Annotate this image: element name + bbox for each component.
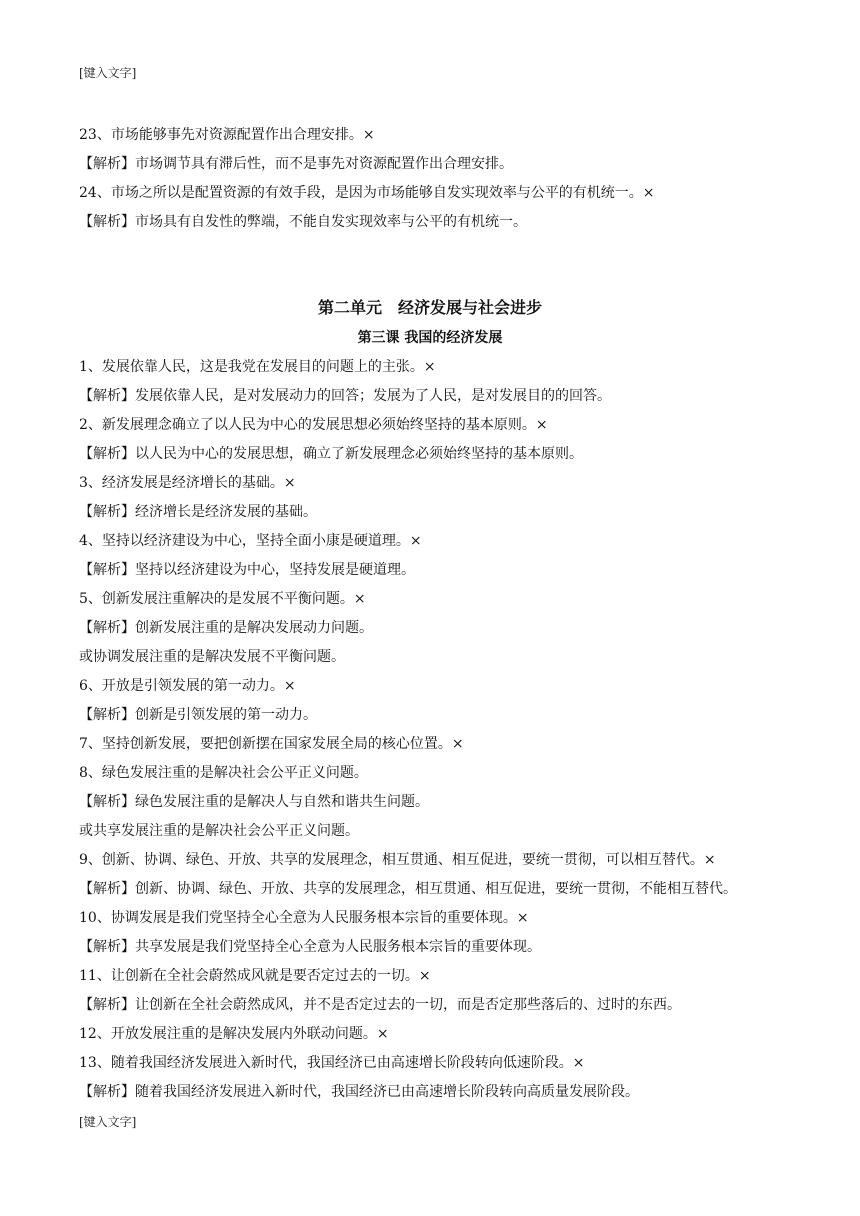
page-footer: [键入文字] bbox=[79, 1115, 137, 1129]
text-line: 【解析】创新、协调、绿色、开放、共享的发展理念，相互贯通、相互促进，要统一贯彻，不能相互替代。 bbox=[79, 881, 737, 897]
text-line: 12、开放发展注重的是解决发展内外联动问题。× bbox=[79, 1026, 389, 1042]
text-line: 3、经济发展是经济增长的基础。× bbox=[79, 475, 296, 491]
text-line: 【解析】绿色发展注重的是解决人与自然和谐共生问题。 bbox=[79, 794, 429, 810]
text-line: 【解析】随着我国经济发展进入新时代，我国经济已由高速增长阶段转向高质量发展阶段。 bbox=[79, 1084, 639, 1100]
text-line: 【解析】发展依靠人民，是对发展动力的回答；发展为了人民，是对发展目的的回答。 bbox=[79, 388, 611, 404]
text-line: 【解析】共享发展是我们党坚持全心全意为人民服务根本宗旨的重要体现。 bbox=[79, 939, 541, 955]
text-line: 9、创新、协调、绿色、开放、共享的发展理念，相互贯通、相互促进，要统一贯彻，可以相互替代。× bbox=[79, 852, 716, 868]
text-line: 或共享发展注重的是解决社会公平正义问题。 bbox=[79, 823, 359, 839]
text-line: 2、新发展理念确立了以人民为中心的发展思想必须始终坚持的基本原则。× bbox=[79, 417, 548, 433]
unit-title: 第二单元 经济发展与社会进步 bbox=[317, 298, 542, 317]
top-section bbox=[79, 121, 799, 237]
page-header: [键入文字] bbox=[79, 66, 137, 80]
text-line: 【解析】市场调节具有滞后性，而不是事先对资源配置作出合理安排。 bbox=[79, 156, 513, 172]
text-line: 10、协调发展是我们党坚持全心全意为人民服务根本宗旨的重要体现。× bbox=[79, 910, 529, 926]
text-line: 7、坚持创新发展，要把创新摆在国家发展全局的核心位置。× bbox=[79, 736, 464, 752]
text-line: 【解析】创新发展注重的是解决发展动力问题。 bbox=[79, 620, 373, 636]
main-section bbox=[79, 353, 799, 1107]
text-line: 4、坚持以经济建设为中心，坚持全面小康是硬道理。× bbox=[79, 533, 422, 549]
text-line: 1、发展依靠人民，这是我党在发展目的问题上的主张。× bbox=[79, 359, 436, 375]
text-line: 【解析】以人民为中心的发展思想，确立了新发展理念必须始终坚持的基本原则。 bbox=[79, 446, 583, 462]
lesson-title: 第三课 我国的经济发展 bbox=[357, 330, 503, 346]
text-line: 或协调发展注重的是解决发展不平衡问题。 bbox=[79, 649, 345, 665]
text-line: 11、让创新在全社会蔚然成风就是要否定过去的一切。× bbox=[79, 968, 431, 984]
text-line: 23、市场能够事先对资源配置作出合理安排。× bbox=[79, 127, 375, 143]
text-line: 8、绿色发展注重的是解决社会公平正义问题。 bbox=[79, 765, 368, 781]
text-line: 24、市场之所以是配置资源的有效手段，是因为市场能够自发实现效率与公平的有机统一。× bbox=[79, 185, 655, 201]
text-line: 【解析】坚持以经济建设为中心，坚持发展是硬道理。 bbox=[79, 562, 415, 578]
text-line: 13、随着我国经济发展进入新时代，我国经济已由高速增长阶段转向低速阶段。× bbox=[79, 1055, 585, 1071]
text-line: 5、创新发展注重解决的是发展不平衡问题。× bbox=[79, 591, 366, 607]
text-line: 【解析】创新是引领发展的第一动力。 bbox=[79, 707, 317, 723]
text-line: 【解析】经济增长是经济发展的基础。 bbox=[79, 504, 317, 520]
text-line: 【解析】让创新在全社会蔚然成风，并不是否定过去的一切，而是否定那些落后的、过时的东西。 bbox=[79, 997, 681, 1013]
text-line: 【解析】市场具有自发性的弊端，不能自发实现效率与公平的有机统一。 bbox=[79, 214, 527, 230]
text-line: 6、开放是引领发展的第一动力。× bbox=[79, 678, 296, 694]
